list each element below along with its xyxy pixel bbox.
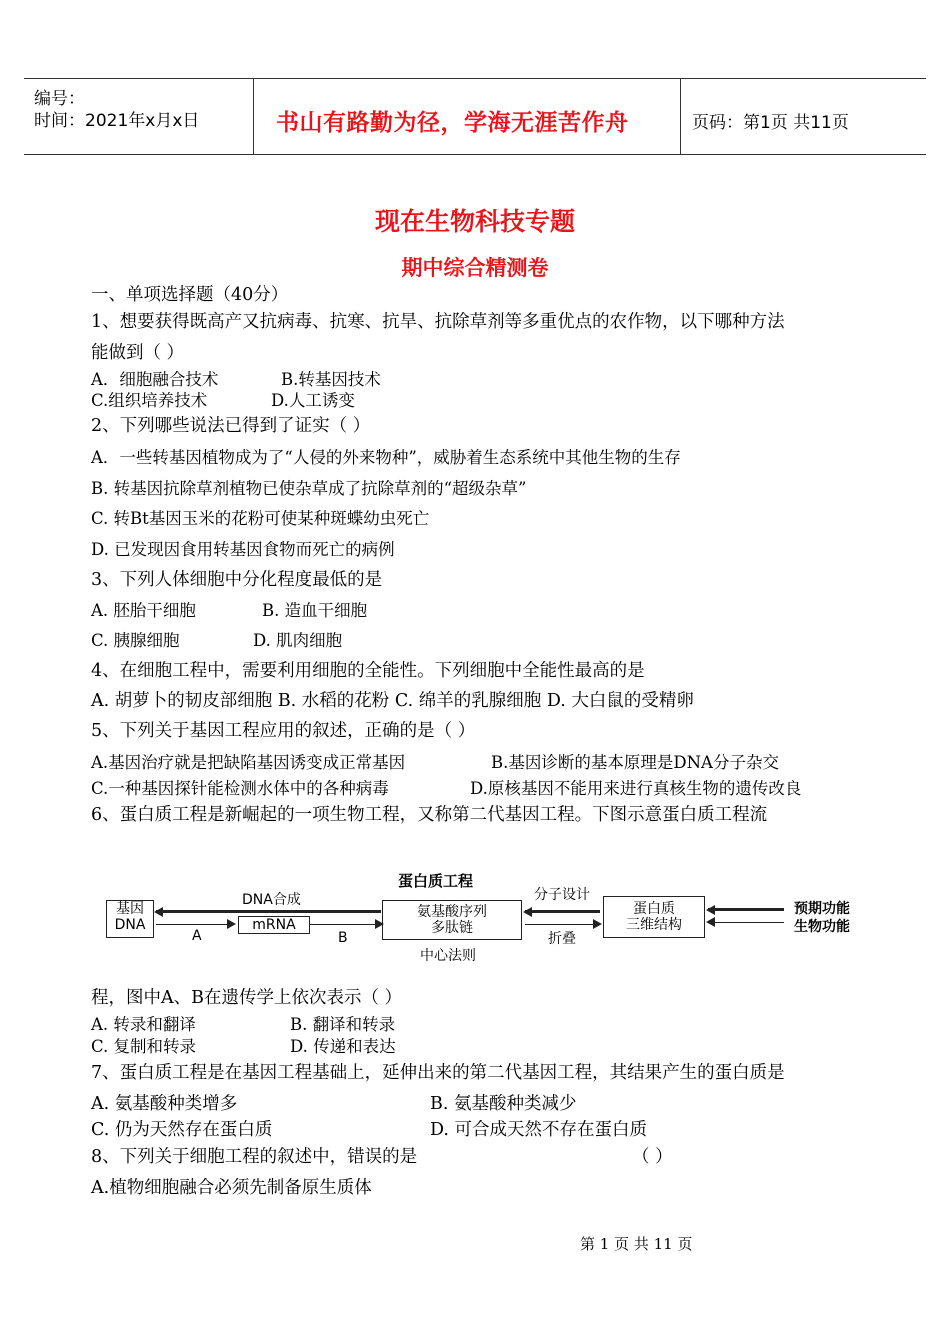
biological-function-arrow [708, 922, 784, 923]
mrna-box [238, 916, 310, 934]
protein-label: 蛋白质 [633, 901, 675, 917]
3d-structure-label: 三维结构 [626, 917, 682, 933]
header-time-label: 时间：2021年x月x日 [34, 111, 200, 131]
molecular-design-label: 分子设计 [534, 887, 590, 903]
question-5-option-c: C.一种基因探针能检测水体中的各种病毒 [91, 779, 389, 798]
amino-acid-sequence-label: 氨基酸序列 [417, 904, 487, 920]
header-divider-left [253, 78, 254, 155]
question-3-option-d: D. 肌肉细胞 [253, 631, 343, 650]
diagram-title: 蛋白质工程 [398, 872, 474, 890]
dna-synthesis-label: DNA合成 [242, 892, 301, 908]
header-code-label: 编号： [34, 89, 85, 109]
gene-dna-box [106, 900, 154, 938]
question-4-stem: 4、在细胞工程中，需要利用细胞的全能性。下列细胞中全能性最高的是 [91, 661, 645, 681]
question-1-stem-line1: 1、想要获得既高产又抗病毒、抗寒、抗旱、抗除草剂等多重优点的农作物，以下哪种方法 [91, 312, 785, 332]
question-5-option-d: D.原核基因不能用来进行真核生物的遗传改良 [470, 779, 802, 798]
section-heading: 一、单项选择题（40分） [91, 285, 289, 305]
question-2-option-d: D. 已发现因食用转基因食物而死亡的病例 [91, 540, 395, 559]
molecular-design-arrow [525, 910, 600, 913]
question-7-option-d: D. 可合成天然不存在蛋白质 [430, 1120, 648, 1140]
page-subtitle: 期中综合精测卷 [401, 256, 549, 280]
gene-box-label: 基因 [116, 901, 144, 917]
question-5-option-b: B.基因诊断的基本原理是DNA分子杂交 [491, 753, 779, 772]
folding-arrow [525, 924, 600, 925]
question-6-option-c: C. 复制和转录 [91, 1037, 197, 1056]
label-a: A [192, 928, 202, 944]
question-5-option-a: A.基因治疗就是把缺陷基因诱变成正常基因 [91, 753, 406, 772]
question-6-stem-line2: 程，图中A、B在遗传学上依次表示（ ） [91, 988, 403, 1008]
biological-function-label: 生物功能 [794, 919, 850, 935]
folding-label: 折叠 [548, 931, 576, 947]
expected-function-arrow [708, 908, 784, 911]
protein-engineering-diagram [104, 868, 866, 968]
question-8-answer-bracket: （ ） [632, 1147, 673, 1167]
page-title: 现在生物科技专题 [374, 207, 575, 236]
question-2-option-a: A．一些转基因植物成为了“人侵的外来物种”，威胁着生态系统中其他生物的生存 [91, 448, 681, 467]
question-4-options: A. 胡萝卜的韧皮部细胞 B. 水稻的花粉 C. 绵羊的乳腺细胞 D. 大白鼠的受精卵 [91, 691, 694, 711]
dna-box-label: DNA [114, 917, 146, 933]
question-7-option-c: C. 仍为天然存在蛋白质 [91, 1120, 273, 1140]
question-7-option-b: B. 氨基酸种类减少 [430, 1094, 577, 1114]
page-footer: 第 1 页 共 11 页 [580, 1235, 693, 1253]
question-7-stem: 7、蛋白质工程是在基因工程基础上，延伸出来的第二代基因工程，其结果产生的蛋白质是 [91, 1063, 785, 1083]
question-8-option-a: A.植物细胞融合必须先制备原生质体 [91, 1178, 372, 1198]
header-divider-right [680, 78, 681, 155]
question-6-option-d: D. 传递和表达 [290, 1037, 396, 1056]
question-2-option-c: C. 转Bt基因玉米的花粉可使某种斑蝶幼虫死亡 [91, 509, 430, 528]
header-top-rule [24, 78, 926, 79]
label-b: B [338, 930, 348, 946]
arrow-b [310, 924, 382, 925]
polypeptide-label: 多肽链 [431, 920, 473, 936]
header-bottom-rule [24, 154, 926, 155]
question-1-option-c: C.组织培养技术 [91, 391, 208, 410]
question-1-option-b: B.转基因技术 [281, 370, 381, 389]
question-2-stem: 2、下列哪些说法已得到了证实（ ） [91, 416, 371, 436]
question-6-option-b: B. 翻译和转录 [290, 1015, 396, 1034]
header-page-info: 页码：第1页 共11页 [692, 113, 849, 133]
question-1-option-a: A．细胞融合技术 [91, 370, 219, 389]
question-3-option-b: B. 造血干细胞 [262, 601, 368, 620]
protein-structure-box [603, 896, 705, 938]
question-3-stem: 3、下列人体细胞中分化程度最低的是 [91, 570, 383, 590]
expected-function-label: 预期功能 [794, 901, 850, 917]
arrow-a [156, 924, 234, 925]
question-5-stem: 5、下列关于基因工程应用的叙述，正确的是（ ） [91, 721, 476, 741]
question-3-option-c: C. 胰腺细胞 [91, 631, 180, 650]
header-motto: 书山有路勤为径，学海无涯苦作舟 [276, 110, 629, 136]
question-1-stem-line2: 能做到（ ） [91, 343, 185, 363]
question-8-stem: 8、下列关于细胞工程的叙述中，错误的是 [91, 1147, 418, 1167]
question-6-option-a: A. 转录和翻译 [91, 1015, 196, 1034]
dna-synthesis-arrow [156, 910, 381, 913]
question-1-option-d: D.人工诱变 [271, 391, 355, 410]
central-dogma-label: 中心法则 [420, 948, 476, 964]
amino-acid-box [382, 900, 522, 940]
question-2-option-b: B. 转基因抗除草剂植物已使杂草成了抗除草剂的“超级杂草” [91, 479, 527, 498]
question-3-option-a: A. 胚胎干细胞 [91, 601, 196, 620]
mrna-label: mRNA [252, 917, 296, 933]
question-6-stem-line1: 6、蛋白质工程是新崛起的一项生物工程，又称第二代基因工程。下图示意蛋白质工程流 [91, 805, 768, 825]
question-7-option-a: A. 氨基酸种类增多 [91, 1094, 238, 1114]
